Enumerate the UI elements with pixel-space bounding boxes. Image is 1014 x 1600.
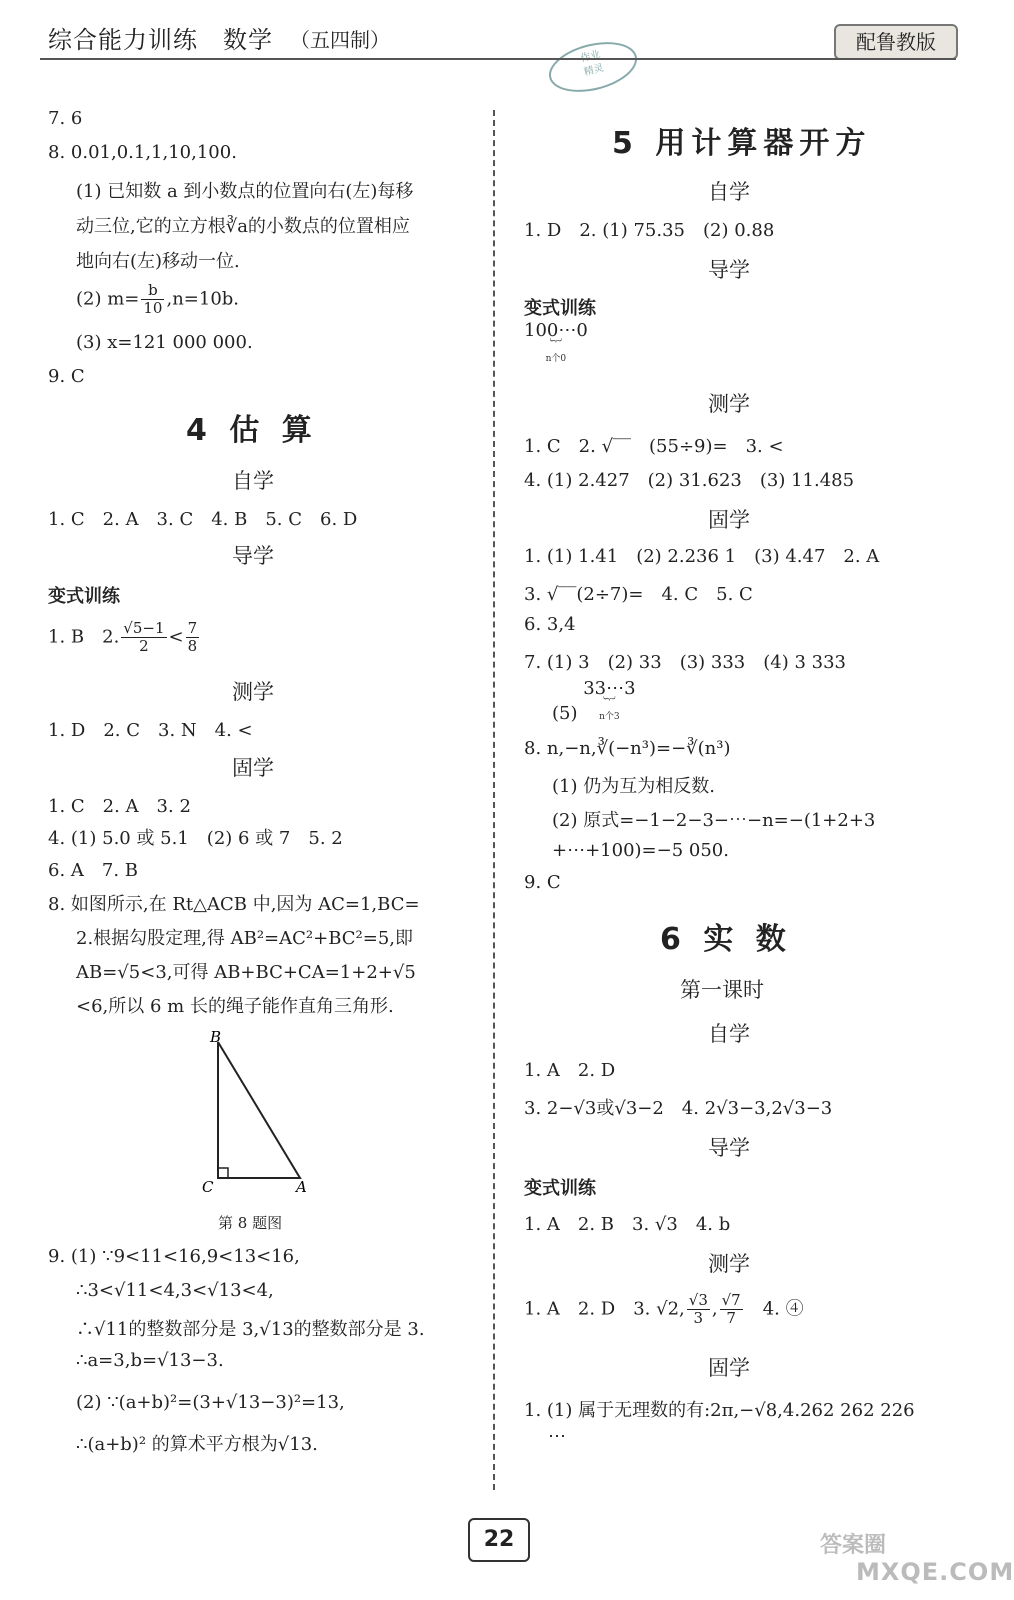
right-line-fraction: 1. A 2. D 3. √2, $\frac{√3}{3}$ , $\frac{√7}{7}$ 4. ④ [524, 1291, 804, 1327]
l6-pre: (2) m= [76, 288, 140, 310]
triangle-edges [218, 1042, 300, 1178]
left-line: 1. C 2. A 3. 2 [48, 796, 191, 817]
left-line: ∴(a+b)² 的算术平方根为√13. [76, 1434, 318, 1455]
left-line-fraction [76, 282, 239, 317]
header-subtitle: （五四制） [290, 28, 390, 52]
left-line: ∴√11的整数部分是 3,√13的整数部分是 3. [76, 1319, 425, 1340]
heading-guxue: 固学 [232, 756, 274, 780]
stamp-line-2: 精灵 [582, 62, 605, 79]
right-line: 1. (1) 属于无理数的有:2π,−√8,4.262 262 226 [524, 1400, 915, 1421]
right-angle-mark [218, 1168, 228, 1178]
right-line: 1. A 2. B 3. √3 4. b [524, 1214, 731, 1235]
underbrace-mark: ︸ [549, 338, 562, 352]
gx5-pre: (5) [552, 703, 578, 724]
section-title-6: 6 实 数 [660, 922, 792, 957]
heading-bianshi: 变式训练 [48, 586, 120, 607]
left-line: 6. A 7. B [48, 860, 139, 881]
stamp-line-1: 作业 [579, 49, 602, 65]
header-title: 综合能力训练 数学 [48, 26, 273, 54]
left-line: <6,所以 6 m 长的绳子能作直角三角形. [76, 996, 394, 1017]
left-line: AB=√5<3,可得 AB+BC+CA=1+2+√5 [76, 962, 416, 983]
left-line: 4. (1) 5.0 或 5.1 (2) 6 或 7 5. 2 [48, 828, 343, 849]
frac-den: 2 [139, 637, 149, 655]
page-number: 22 [468, 1518, 530, 1562]
frac-num: 7 [187, 619, 198, 637]
frac-den: 8 [187, 637, 198, 655]
frac-num: √3 [688, 1291, 708, 1309]
heading-daoxue: 导学 [232, 544, 274, 568]
underbrace-value: 33⋯3 [583, 678, 636, 699]
column-divider [493, 110, 495, 1490]
fraction [720, 1292, 743, 1327]
right-line: 9. C [524, 872, 561, 893]
left-line: 9. C [48, 366, 85, 387]
cx2-pre: 1. A 2. D 3. √2, [524, 1298, 685, 1320]
heading-daoxue: 导学 [708, 1136, 750, 1160]
left-line: 9. (1) ∵9<11<16,9<13<16, [48, 1246, 300, 1267]
heading-zixue: 自学 [708, 180, 750, 204]
right-line: 7. (1) 3 (2) 33 (3) 333 (4) 3 333 [524, 652, 847, 673]
frac-den: 7 [726, 1309, 736, 1327]
underbrace-expression [524, 320, 588, 366]
right-line: 1. A 2. D [524, 1060, 616, 1081]
fraction [121, 620, 166, 655]
frac-num: √5−1 [123, 619, 165, 637]
left-line: ∴a=3,b=√13−3. [76, 1350, 224, 1371]
frac-num: b [141, 282, 164, 300]
frac-den: 10 [143, 299, 163, 317]
right-line: (1) 仍为互为相反数. [552, 776, 715, 797]
section-title-4: 4 估 算 [186, 413, 318, 448]
heading-cexue: 测学 [708, 1252, 750, 1276]
figure-caption: 第 8 题图 [218, 1214, 283, 1232]
left-line: (2) ∵(a+b)²=(3+√13−3)²=13, [76, 1392, 345, 1413]
fraction [186, 620, 200, 655]
left-line: 动三位,它的立方根∛a的小数点的位置相应 [76, 216, 410, 237]
bs-pre: 1. B 2. [48, 626, 120, 648]
right-line: 3. 2−√3或√3−2 4. 2√3−3,2√3−3 [524, 1098, 833, 1119]
right-line-brace [552, 678, 636, 724]
fraction [687, 1292, 710, 1327]
frac-num: √7 [721, 1291, 741, 1309]
watermark-url: MXQE.COM [856, 1558, 1014, 1586]
left-line: 2.根据勾股定理,得 AB²=AC²+BC²=5,即 [76, 928, 414, 949]
right-line: 1. C 2. √‾‾ (55÷9)= 3. < [524, 436, 784, 457]
right-line: 3. √‾‾(2÷7)= 4. C 5. C [524, 584, 753, 605]
right-line: ⋯ [548, 1426, 566, 1447]
edition-badge: 配鲁教版 [834, 24, 958, 60]
right-line: 1. D 2. (1) 75.35 (2) 0.88 [524, 220, 775, 241]
heading-guxue: 固学 [708, 508, 750, 532]
right-line: 4. (1) 2.427 (2) 31.623 (3) 11.485 [524, 470, 855, 491]
left-line: (3) x=121 000 000. [76, 332, 253, 353]
heading-cexue: 测学 [232, 680, 274, 704]
left-line: 7. 6 [48, 108, 83, 129]
left-line: (1) 已知数 a 到小数点的位置向右(左)每移 [76, 181, 414, 202]
left-line: ∴3<√11<4,3<√13<4, [76, 1280, 274, 1301]
lesson-title: 第一课时 [680, 978, 764, 1002]
fraction [141, 282, 164, 317]
frac-den: 3 [693, 1309, 704, 1327]
vertex-label-b: B [210, 1028, 222, 1046]
vertex-label-a: A [296, 1178, 307, 1196]
heading-guxue: 固学 [708, 1356, 750, 1380]
right-line: 8. n,−n,∛(−n³)=−∛(n³) [524, 738, 731, 759]
stamp-logo [544, 34, 642, 100]
heading-zixue: 自学 [708, 1022, 750, 1046]
heading-daoxue: 导学 [708, 258, 750, 282]
left-line: 1. C 2. A 3. C 4. B 5. C 6. D [48, 509, 358, 530]
right-line: 1. (1) 1.41 (2) 2.236 1 (3) 4.47 2. A [524, 546, 880, 567]
bs-mid: < [168, 626, 184, 648]
watermark-logo: 答案圈 [820, 1533, 887, 1558]
left-line: 8. 0.01,0.1,1,10,100. [48, 142, 237, 163]
l6-post: ,n=10b. [166, 288, 240, 310]
heading-bianshi: 变式训练 [524, 298, 596, 319]
left-line: 地向右(左)移动一位. [76, 251, 240, 272]
left-line: 1. D 2. C 3. N 4. < [48, 720, 253, 741]
header-rule [40, 58, 956, 60]
vertex-label-c: C [202, 1178, 214, 1196]
cx2-post: 4. ④ [744, 1298, 804, 1320]
underbrace-mark: ︸ [603, 696, 616, 710]
right-triangle-figure [196, 1030, 326, 1195]
section-title-5: 5 用计算器开方 [612, 126, 872, 161]
underbrace-expression [583, 678, 636, 724]
heading-zixue: 自学 [232, 469, 274, 493]
right-line: (2) 原式=−1−2−3−⋯−n=−(1+2+3 [552, 810, 876, 831]
heading-cexue: 测学 [708, 392, 750, 416]
right-line: 6. 3,4 [524, 614, 576, 635]
underbrace-value: 100⋯0 [524, 320, 588, 341]
right-line: +⋯+100)=−5 050. [552, 840, 729, 861]
heading-bianshi: 变式训练 [524, 1178, 596, 1199]
underbrace-sub: n个0 [545, 354, 567, 364]
left-line: 8. 如图所示,在 Rt△ACB 中,因为 AC=1,BC= [48, 894, 420, 915]
underbrace-sub: n个3 [599, 712, 620, 722]
left-line-fraction [48, 620, 201, 655]
